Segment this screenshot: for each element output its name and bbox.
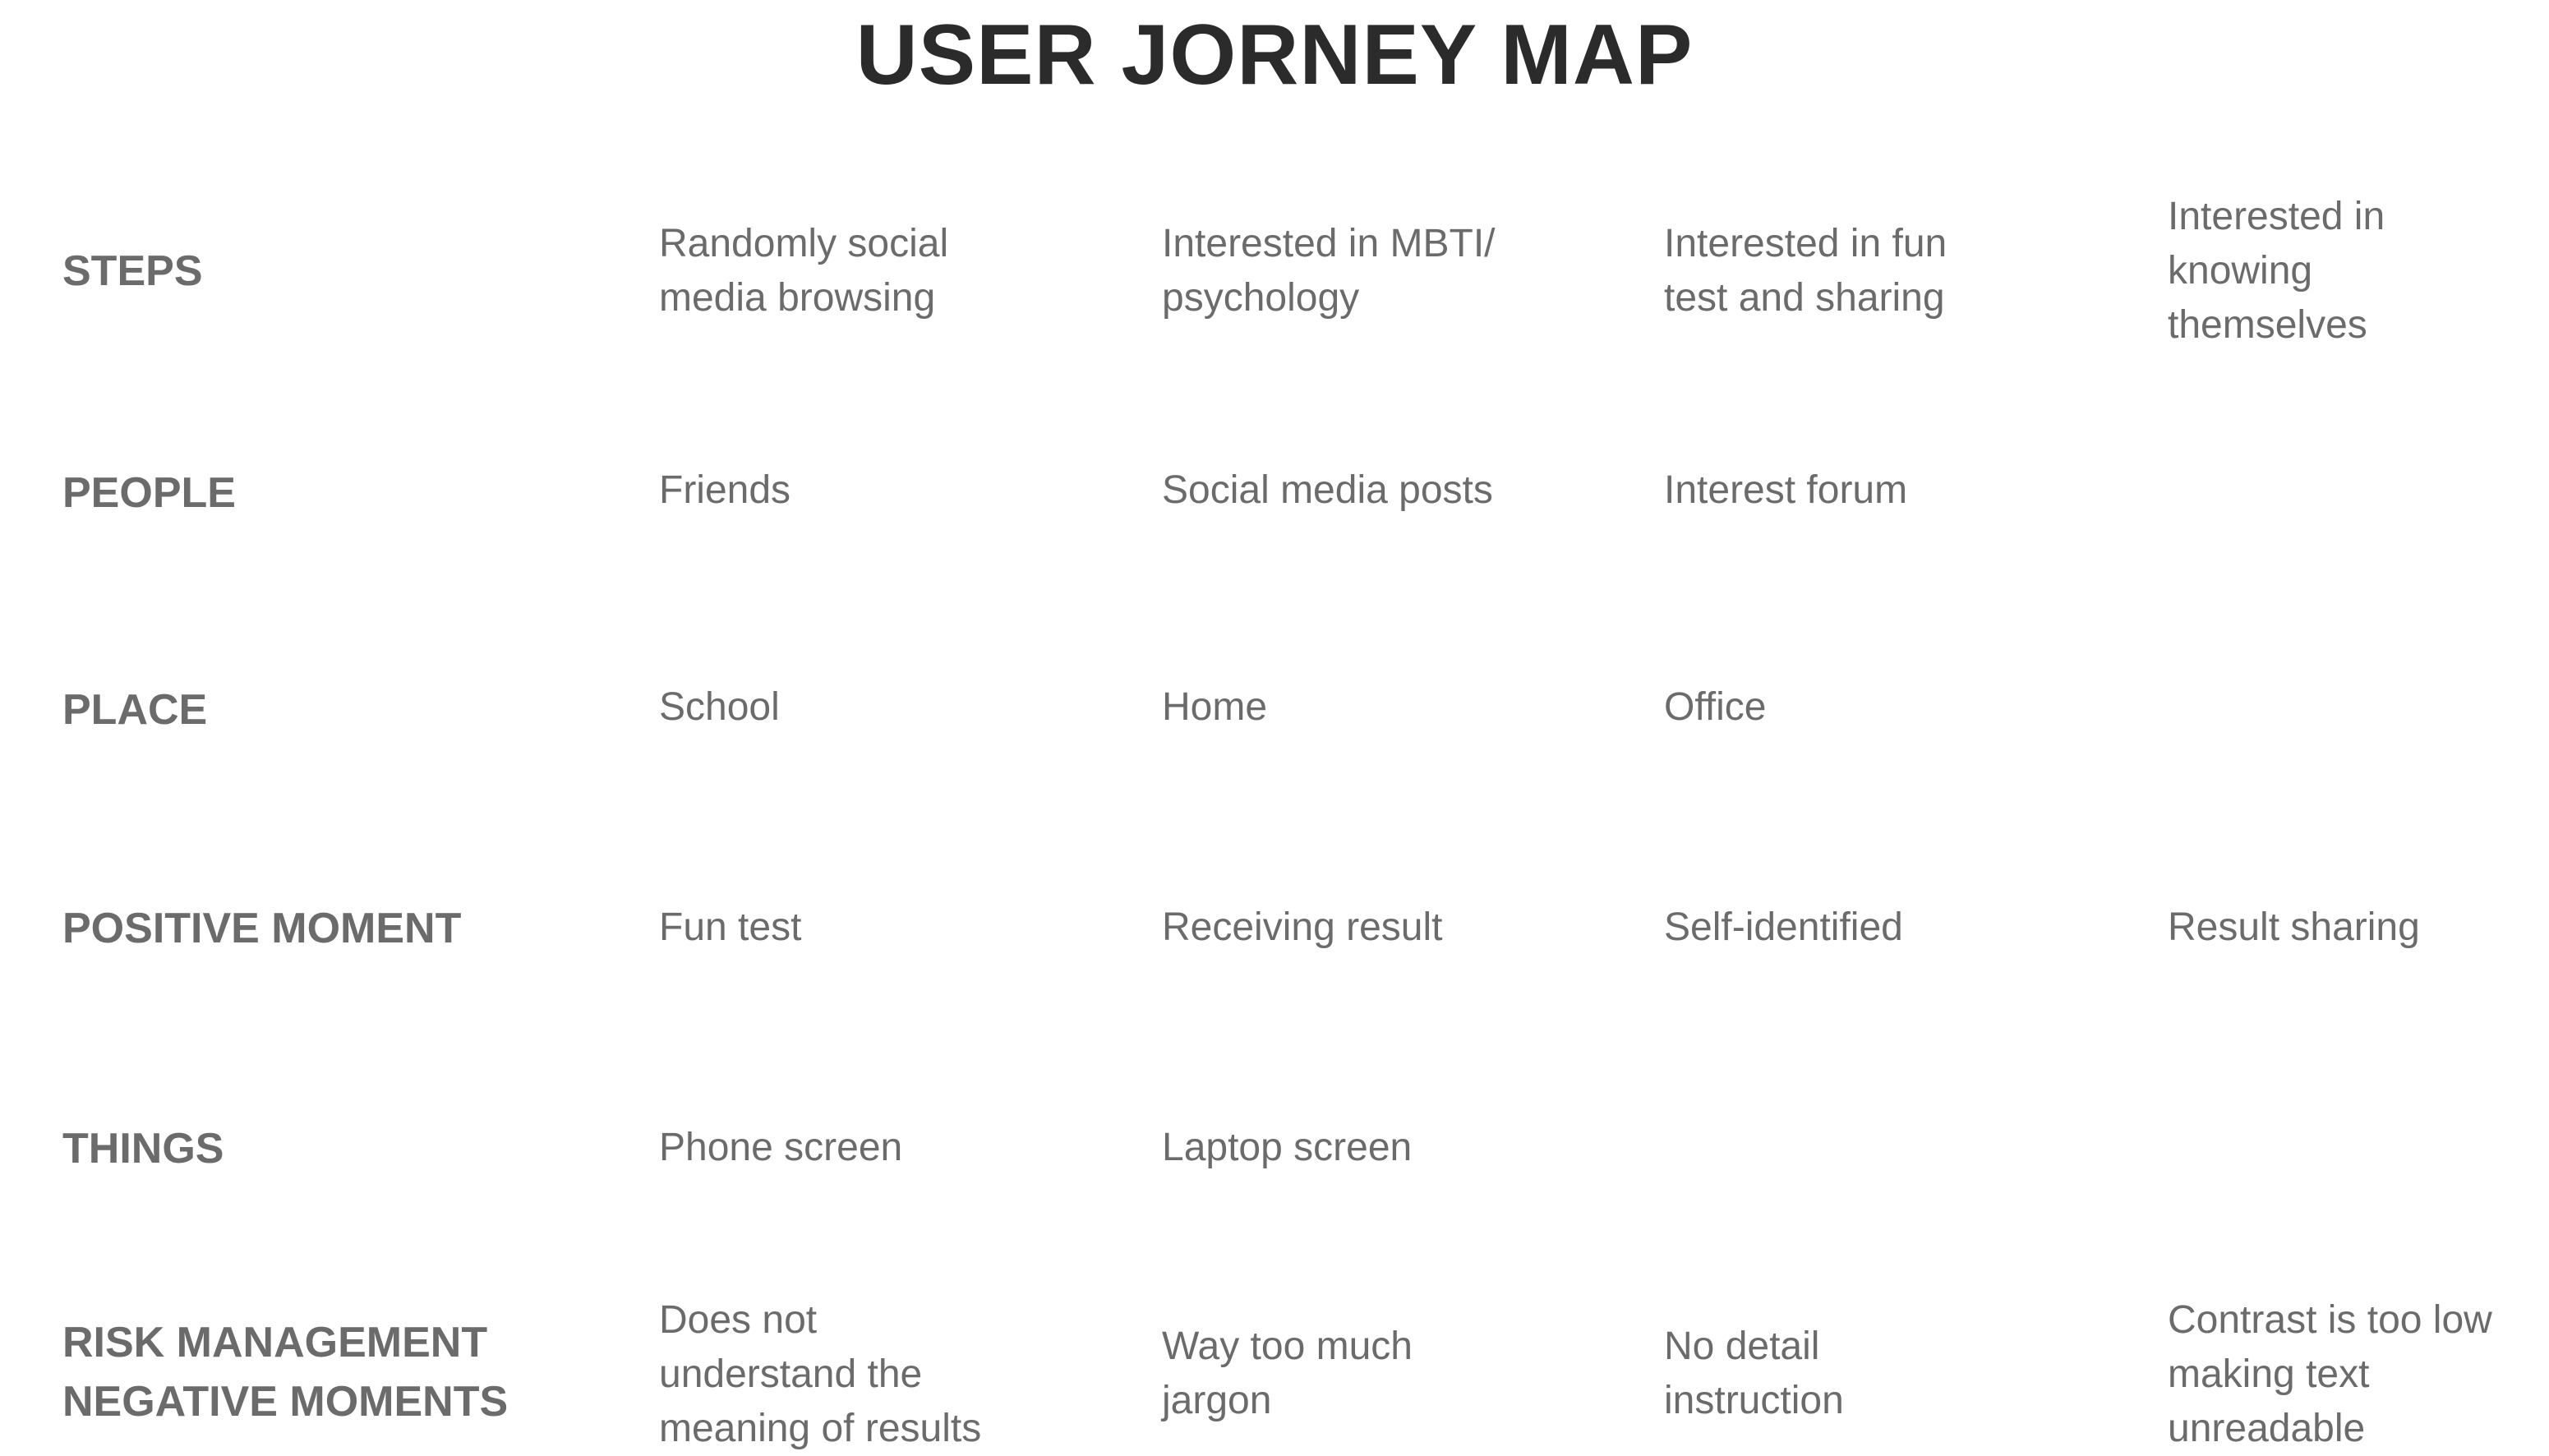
cell-place-2: Home (1162, 685, 1268, 729)
row-label-risk-management: RISK MANAGEMENT NEGATIVE MOMENTS (62, 1319, 509, 1426)
cell-positive-2: Receiving result (1162, 905, 1443, 949)
cell-positive-4: Result sharing (2168, 905, 2420, 949)
cell-risk-2: Way too much jargon (1162, 1325, 1413, 1422)
cell-people-3: Interest forum (1664, 468, 1908, 512)
cell-risk-1: Does not understand the meaning of results (659, 1298, 982, 1450)
cell-steps-4: Interested in knowing themselves (2168, 195, 2385, 347)
cell-things-1: Phone screen (659, 1126, 903, 1169)
cell-positive-1: Fun test (659, 905, 802, 949)
cell-steps-3: Interested in fun test and sharing (1664, 222, 1947, 320)
row-label-people: PEOPLE (62, 469, 236, 517)
row-label-things: THINGS (62, 1125, 224, 1173)
cell-positive-3: Self-identified (1664, 905, 1903, 949)
cell-place-1: School (659, 685, 780, 729)
row-label-steps: STEPS (62, 247, 203, 295)
cell-risk-3: No detail instruction (1664, 1325, 1844, 1422)
cell-people-2: Social media posts (1162, 468, 1493, 512)
cell-risk-4: Contrast is too low making text unreadable (2168, 1298, 2492, 1450)
cell-things-2: Laptop screen (1162, 1126, 1413, 1169)
row-label-positive-moment: POSITIVE MOMENT (62, 905, 462, 952)
row-label-place: PLACE (62, 686, 208, 734)
cell-place-3: Office (1664, 685, 1767, 729)
cell-steps-2: Interested in MBTI/ psychology (1162, 222, 1496, 320)
cell-people-1: Friends (659, 468, 791, 512)
page-title: USER JORNEY MAP (855, 7, 1694, 103)
cell-steps-1: Randomly social media browsing (659, 222, 949, 320)
